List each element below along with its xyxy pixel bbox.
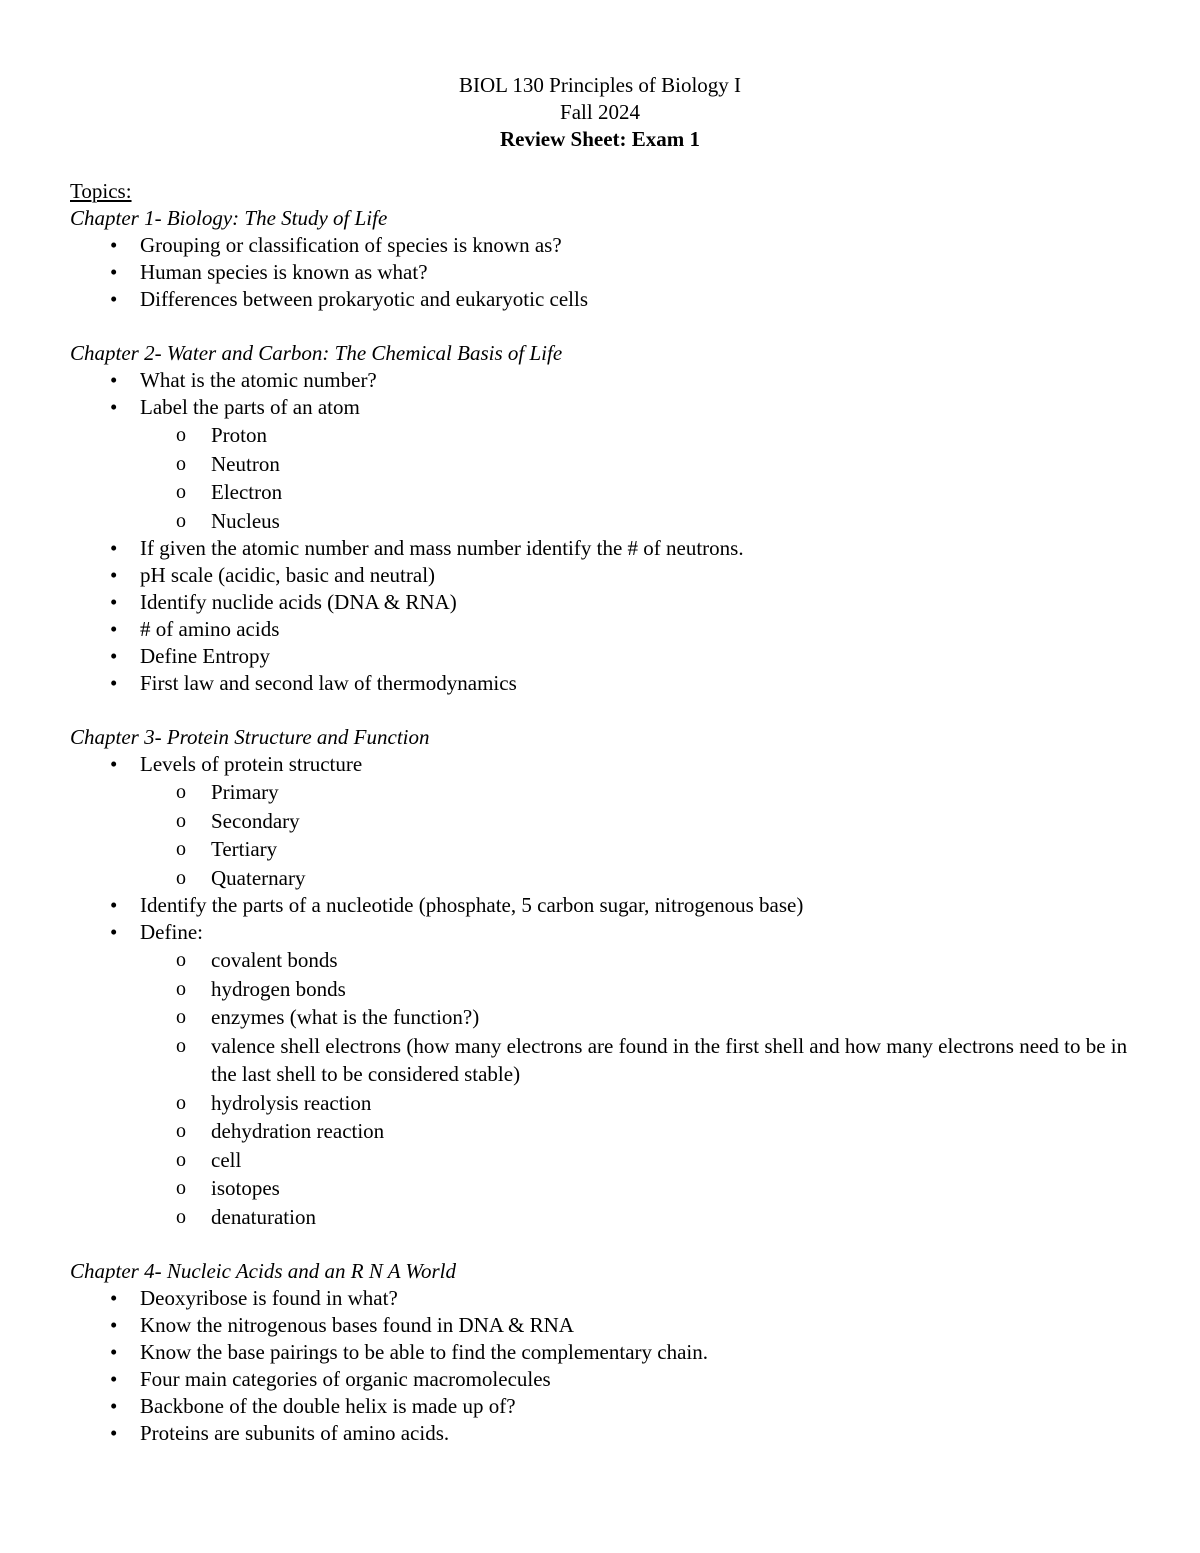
sub-list-item (70, 1089, 1140, 1118)
list-item (70, 367, 1140, 394)
bullet-icon: • (110, 1394, 118, 1418)
bullet-icon: • (110, 617, 118, 641)
bullet-icon: • (110, 287, 118, 311)
list-item (70, 643, 1140, 670)
bullet-icon: • (110, 671, 118, 695)
bullet-icon: • (110, 893, 118, 917)
bullet-icon: • (110, 536, 118, 560)
chapter-section (70, 1258, 1140, 1447)
circle-bullet-icon: o (176, 1148, 186, 1171)
sub-list-item (70, 450, 1140, 479)
sub-list-item-text: covalent bonds (211, 948, 338, 972)
list-item (70, 892, 1140, 919)
sub-list-item-text: Nucleus (211, 508, 280, 533)
sub-list-item (70, 421, 1140, 450)
sub-list-item (70, 1174, 1140, 1203)
circle-bullet-icon: o (176, 809, 186, 832)
document-title: Review Sheet: Exam 1 (499, 127, 701, 151)
sub-list-item (70, 864, 1140, 893)
document-body (70, 178, 1140, 1447)
chapter-section (70, 340, 1140, 697)
list-item (70, 1393, 1140, 1420)
sub-list-item-text: denaturation (211, 1204, 316, 1229)
bullet-icon: • (110, 233, 118, 257)
list-item-text: Differences between prokaryotic and eukaryotic cells (140, 287, 588, 311)
sub-list-item-text: Electron (211, 480, 283, 504)
bullet-icon: • (110, 260, 118, 284)
list-item-text: Identify the parts of a nucleotide (phosphate, 5 carbon sugar, nitrogenous base) (140, 893, 804, 917)
sub-list-item (70, 807, 1140, 836)
list-item-text: # of amino acids (140, 617, 280, 641)
chapter-section (70, 205, 1140, 313)
sub-list-item-text: cell (211, 1147, 242, 1172)
circle-bullet-icon: o (176, 1034, 186, 1057)
list-item-text: Define Entropy (140, 644, 271, 668)
sub-list-item (70, 975, 1140, 1004)
chapter-section (70, 724, 1140, 1231)
list-item (70, 259, 1140, 286)
circle-bullet-icon: o (176, 452, 186, 475)
bullet-icon: • (110, 752, 118, 776)
bullet-icon: • (110, 1313, 118, 1337)
list-item (70, 394, 1140, 421)
bullet-icon: • (110, 590, 118, 614)
sub-list-item (70, 507, 1140, 536)
bullet-icon: • (110, 368, 118, 392)
sub-list-item-text: isotopes (211, 1176, 280, 1200)
document-header (0, 72, 1200, 153)
sub-list-item-text: Quaternary (211, 865, 306, 890)
sub-list-item-text: hydrogen bonds (211, 976, 346, 1001)
sub-list-item (70, 778, 1140, 807)
list-item (70, 535, 1140, 562)
list-item-text: Human species is known as what? (140, 260, 428, 284)
circle-bullet-icon: o (176, 866, 186, 889)
circle-bullet-icon: o (176, 949, 186, 971)
chapter-title: Chapter 3- Protein Structure and Function (70, 725, 430, 749)
sub-list-item (70, 478, 1140, 507)
list-item (70, 919, 1140, 946)
sub-list-item-text: dehydration reaction (211, 1119, 385, 1143)
circle-bullet-icon: o (176, 1006, 186, 1028)
sub-list-item-text: Secondary (211, 808, 300, 833)
sub-list-item-text: Tertiary (211, 837, 278, 861)
list-item-text: What is the atomic number? (140, 368, 377, 392)
list-item-text: Proteins are subunits of amino acids. (140, 1421, 450, 1445)
sub-list-item (70, 1203, 1140, 1232)
circle-bullet-icon: o (176, 838, 186, 860)
sub-list-item (70, 1003, 1140, 1032)
sub-list-item-text: hydrolysis reaction (211, 1090, 372, 1115)
list-item (70, 1312, 1140, 1339)
sub-list-item-text: enzymes (what is the function?) (211, 1005, 480, 1029)
circle-bullet-icon: o (176, 1177, 186, 1199)
bullet-icon: • (110, 395, 118, 419)
sub-list-item-text: Neutron (211, 451, 280, 476)
list-item-text: Deoxyribose is found in what? (140, 1286, 398, 1310)
section-spacer (70, 697, 1140, 724)
list-item (70, 670, 1140, 697)
list-item-text: Grouping or classification of species is known as? (140, 233, 562, 257)
list-item-text: Four main categories of organic macromolecules (140, 1367, 551, 1391)
section-spacer (70, 313, 1140, 340)
list-item-text: Know the nitrogenous bases found in DNA & RNA (140, 1313, 574, 1337)
circle-bullet-icon: o (176, 1120, 186, 1142)
list-item-text: Identify nuclide acids (DNA & RNA) (140, 590, 457, 614)
list-item (70, 1420, 1140, 1447)
topics-heading: Topics: (70, 179, 132, 203)
sub-list-item (70, 1032, 1140, 1089)
sub-list-item-text: Primary (211, 780, 279, 804)
list-item (70, 1285, 1140, 1312)
sub-list-item (70, 946, 1140, 975)
circle-bullet-icon: o (176, 977, 186, 1000)
list-item (70, 286, 1140, 313)
list-item-text: Levels of protein structure (140, 752, 363, 776)
circle-bullet-icon: o (176, 424, 186, 446)
list-item (70, 562, 1140, 589)
section-spacer (70, 1231, 1140, 1258)
list-item-text: First law and second law of thermodynamics (140, 671, 517, 695)
bullet-icon: • (110, 1367, 118, 1391)
chapter-title: Chapter 4- Nucleic Acids and an R N A World (70, 1259, 456, 1283)
bullet-icon: • (110, 644, 118, 668)
list-item (70, 1366, 1140, 1393)
list-item (70, 589, 1140, 616)
sub-list-item (70, 1117, 1140, 1146)
list-item-text: Know the base pairings to be able to find the complementary chain. (140, 1340, 708, 1364)
bullet-icon: • (110, 1340, 118, 1364)
circle-bullet-icon: o (176, 481, 186, 503)
circle-bullet-icon: o (176, 781, 186, 803)
list-item-text: Backbone of the double helix is made up of? (140, 1394, 516, 1418)
bullet-icon: • (110, 563, 118, 587)
bullet-icon: • (110, 1286, 118, 1310)
list-item-text: Define: (140, 920, 203, 944)
list-item (70, 232, 1140, 259)
bullet-icon: • (110, 920, 118, 944)
circle-bullet-icon: o (176, 1091, 186, 1114)
list-item (70, 616, 1140, 643)
circle-bullet-icon: o (176, 1205, 186, 1228)
sub-list-item (70, 835, 1140, 864)
chapter-title: Chapter 2- Water and Carbon: The Chemical Basis of Life (70, 341, 563, 365)
list-item (70, 751, 1140, 778)
term: Fall 2024 (560, 100, 640, 124)
list-item-text: pH scale (acidic, basic and neutral) (140, 563, 436, 587)
sub-list-item (70, 1146, 1140, 1175)
list-item (70, 1339, 1140, 1366)
sub-list-item-text: valence shell electrons (how many electrons are found in the first shell and how many electrons need to be in the last shell to be considered stable) (211, 1033, 1128, 1086)
list-item-text: If given the atomic number and mass number identify the # of neutrons. (140, 536, 744, 560)
chapter-title: Chapter 1- Biology: The Study of Life (70, 206, 388, 230)
bullet-icon: • (110, 1421, 118, 1445)
sub-list-item-text: Proton (211, 423, 268, 447)
list-item-text: Label the parts of an atom (140, 395, 360, 419)
circle-bullet-icon: o (176, 509, 186, 532)
course-title: BIOL 130 Principles of Biology I (458, 73, 742, 97)
